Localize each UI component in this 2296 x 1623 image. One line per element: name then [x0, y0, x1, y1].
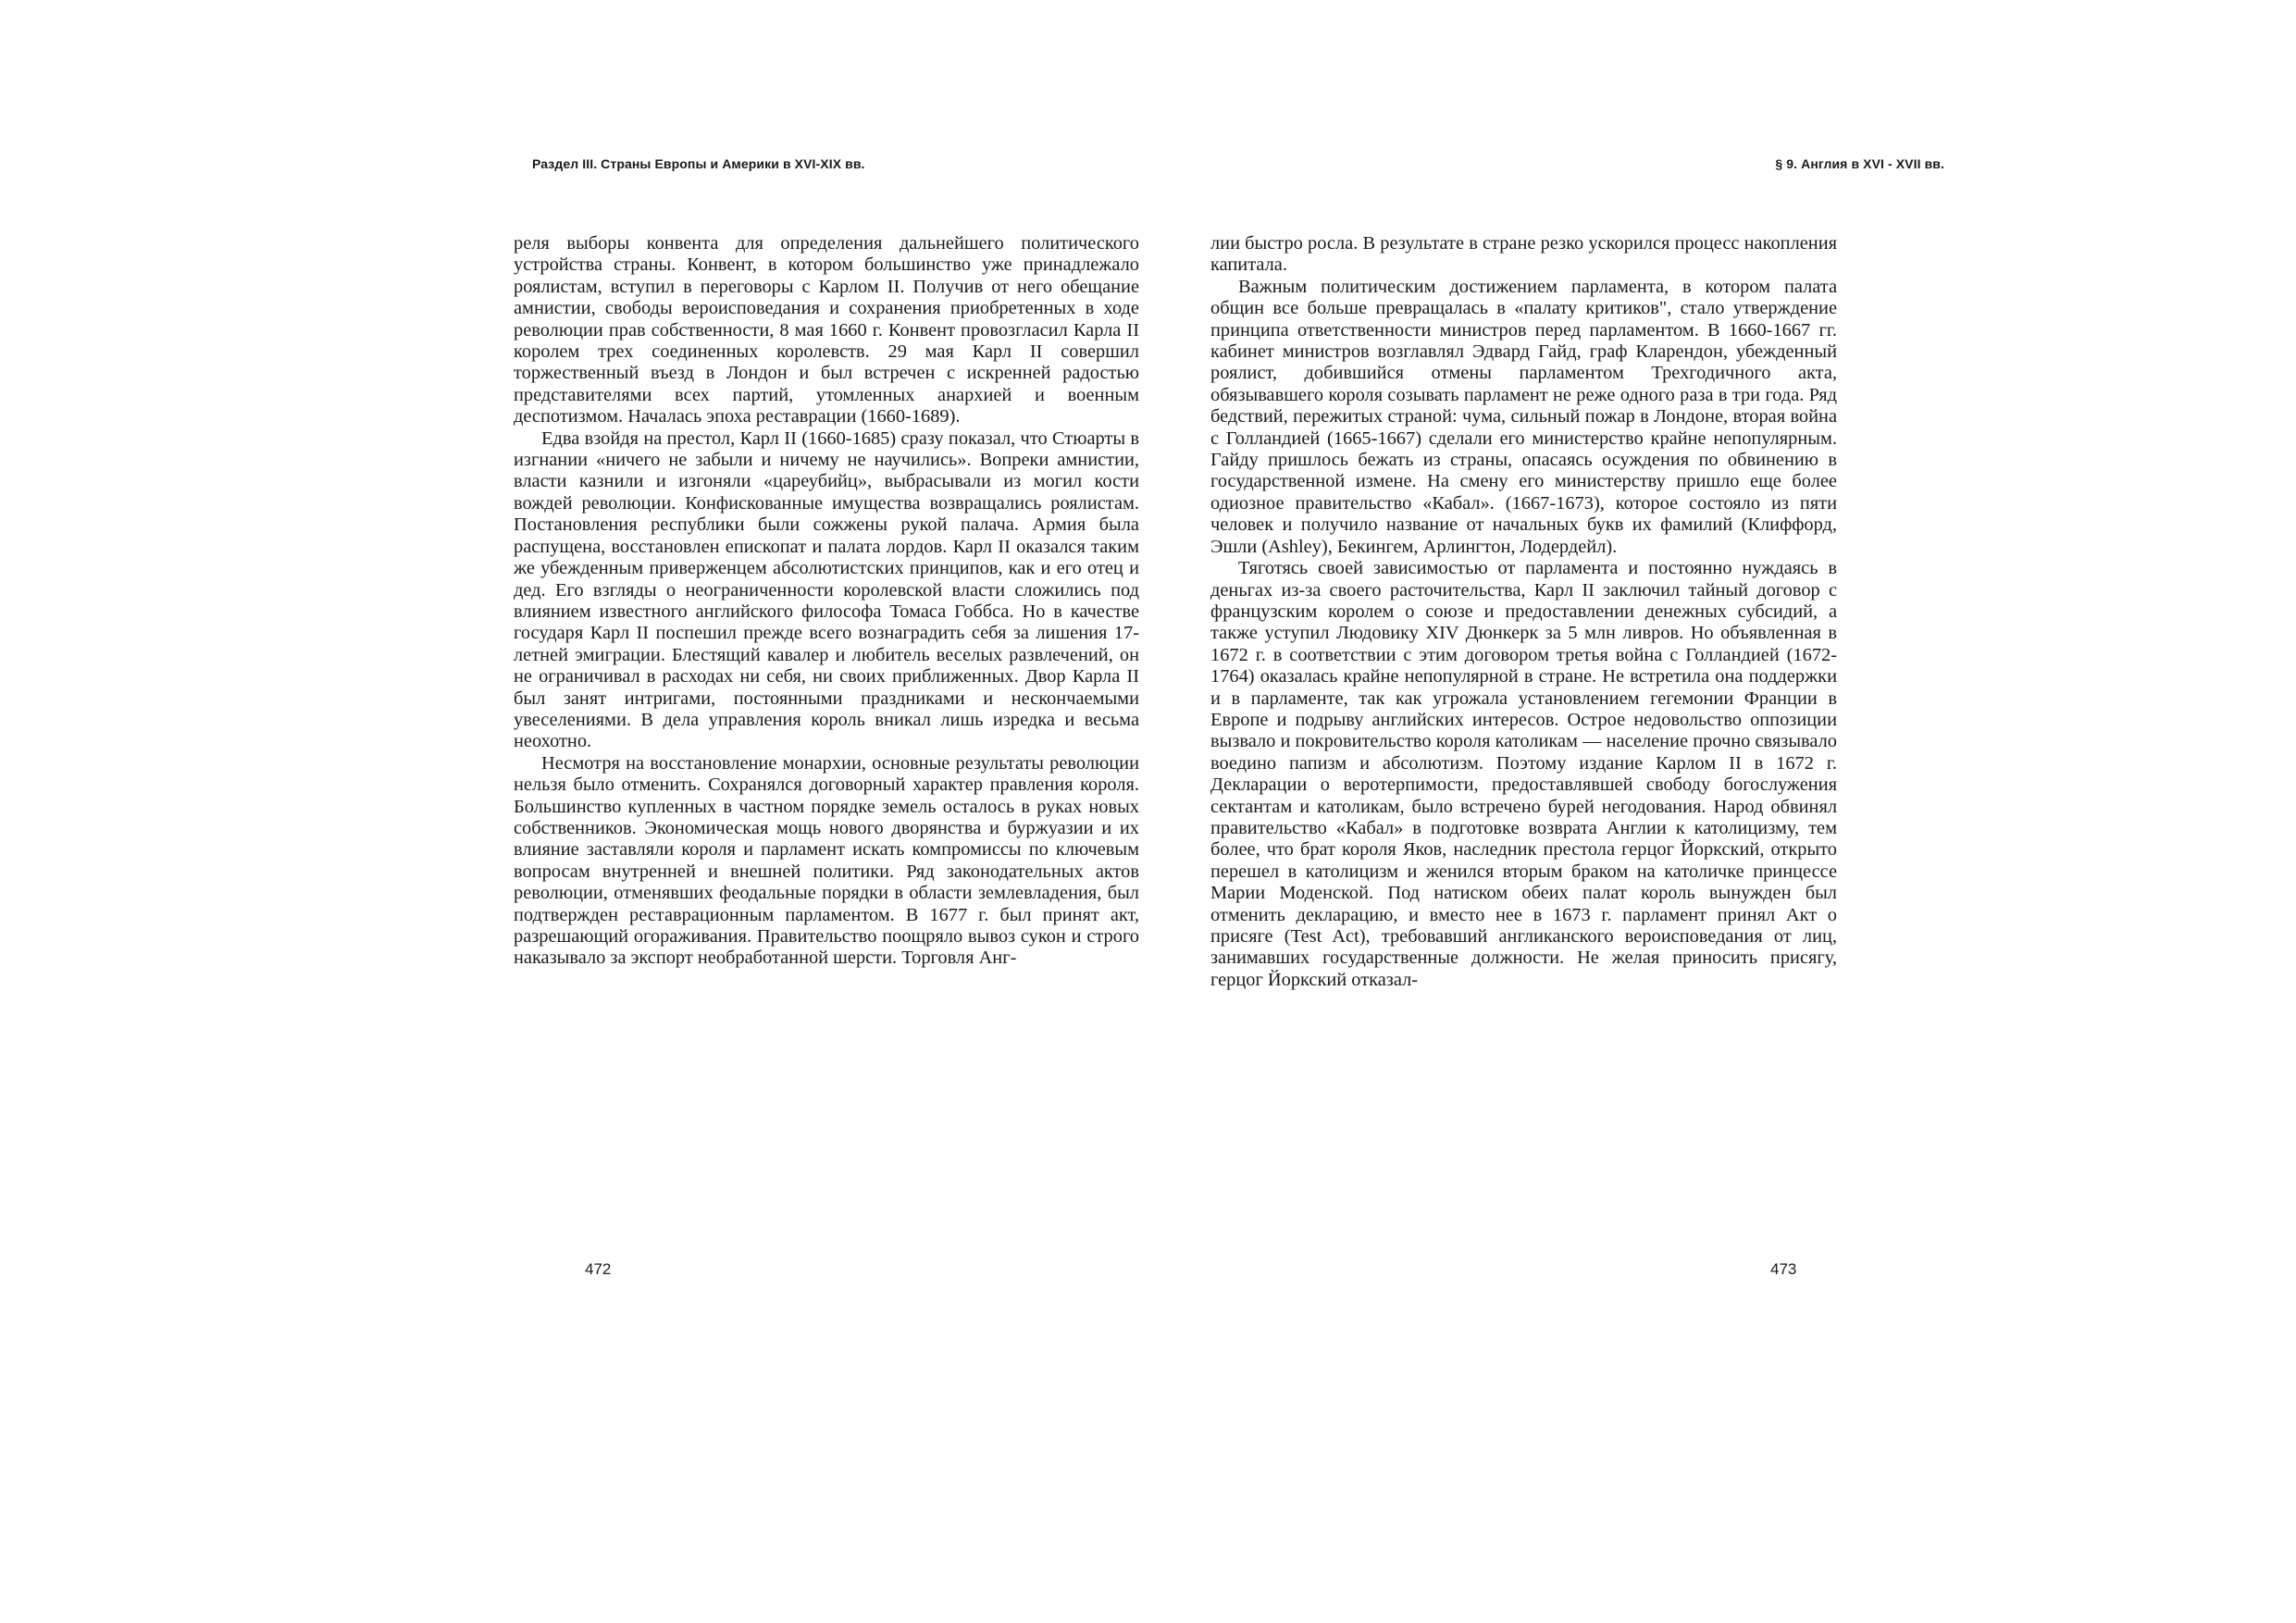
right-paragraph-1: лии быстро росла. В результате в стране резко ускорился процесс накопления капитала. — [1210, 233, 1837, 276]
left-paragraph-2: Едва взойдя на престол, Карл II (1660-1685) сразу показал, что Стюарты в изгнании «ничего не забыли и ничему не научились». Вопреки амнистии, власти казнили и изгоняли «цареубийц», выбрасывали из могил кости вождей революции. Конфискованные имущества возвращались роялистам. Постановления республики были сожжены рукой палача. Армия была распущена, восстановлен епископат и палата лордов. Карл II оказался таким же убежденным приверженцем абсолютистских принципов, как и его отец и дед. Его взгляды о неограниченности королевской власти сложились под влиянием известного английского философа Томаса Гоббса. Но в качестве государя Карл II поспешил прежде всего вознаградить себя за лишения 17-летней эмиграции. Блестящий кавалер и любитель веселых развлечений, он не ограничивал в расходах ни себя, ни своих приближенных. Двор Карла II был занят интригами, постоянными праздниками и нескончаемыми увеселениями. В дела управления король вникал лишь изредка и весьма неохотно. — [514, 427, 1139, 752]
left-body-text — [514, 233, 1139, 970]
right-page-number: 473 — [1770, 1260, 1797, 1278]
right-page — [1148, 0, 2296, 1623]
right-body-text — [1210, 233, 1837, 991]
left-paragraph-3: Несмотря на восстановление монархии, основные результаты революции нельзя было отменить. Сохранялся договорный характер правления короля. Большинство купленных в частном порядке земель осталось в руках новых собственников. Экономическая мощь нового дворянства и буржуазии и их влияние заставляли короля и парламент искать компромиссы по ключевым вопросам внутренней и внешней политики. Ряд законодательных актов революции, отменявших феодальные порядки в области землевладения, был подтвержден реставрационным парламентом. В 1677 г. был принят акт, разрешающий огораживания. Правительство поощряло вывоз сукон и строго наказывало за экспорт необработанной шерсти. Торговля Анг- — [514, 752, 1139, 969]
left-page-number: 472 — [585, 1260, 612, 1278]
right-paragraph-3: Тяготясь своей зависимостью от парламента и постоянно нуждаясь в деньгах из-за своего расточительства, Карл II заключил тайный договор с французским королем о союзе и предоставлении денежных субсидий, а также уступил Людовику XIV Дюнкерк за 5 млн ливров. Но объявленная в 1672 г. в соответствии с этим договором третья война с Голландией (1672-1764) оказалась крайне непопулярной в стране. Не встретила она поддержки и в парламенте, так как угрожала установлением гегемонии Франции в Европе и подрыву английских интересов. Острое недовольство оппозиции вызвало и покровительство короля католикам — население прочно связывало воедино папизм и абсолютизм. Поэтому издание Карлом II в 1672 г. Декларации о веротерпимости, предоставлявшей свободу богослужения сектантам и католикам, было встречено бурей негодования. Народ обвинял правительство «Кабал» в подготовке возврата Англии к католицизму, тем более, что брат короля Яков, наследник престола герцог Йоркский, открыто перешел в католицизм и женился вторым браком на католичке принцессе Марии Моденской. Под натиском обеих палат король вынужден был отменить декларацию, и вместо нее в 1673 г. парламент принял Акт о присяге (Test Act), требовавший англиканского вероисповедания от лиц, занимавших государственные должности. Не желая приносить присягу, герцог Йоркский отказал- — [1210, 558, 1837, 990]
right-paragraph-2: Важным политическим достижением парламента, в котором палата общин все больше превращалась в «палату критиков", стало утверждение принципа ответственности министров перед парламентом. В 1660-1667 гг. кабинет министров возглавлял Эдвард Гайд, граф Кларендон, убежденный роялист, добившийся отмены парламентом Трехгодичного акта, обязывавшего короля созывать парламент не реже одного раза в три года. Ряд бедствий, пережитых страной: чума, сильный пожар в Лондоне, вторая война с Голландией (1665-1667) сделали его министерство крайне непопулярным. Гайду пришлось бежать из страны, опасаясь осуждения по обвинению в государственной измене. На смену его министерству пришло еще более одиозное правительство «Кабал». (1667-1673), которое состояло из пяти человек и получило название от начальных букв их фамилий (Клиффорд, Эшли (Ashley), Бекингем, Арлингтон, Лодердейл). — [1210, 276, 1837, 557]
left-paragraph-1: реля выборы конвента для определения дальнейшего политического устройства страны. Конвент, в котором большинство уже принадлежало роялистам, вступил в переговоры с Карлом II. Получив от него обещание амнистии, свободы вероисповедания и сохранения приобретенных в ходе революции прав собственности, 8 мая 1660 г. Конвент провозгласил Карла II королем трех соединенных королевств. 29 мая Карл II совершил торжественный въезд в Лондон и был встречен с искренней радостью представителями всех партий, утомленных анархией и военным деспотизмом. Началась эпоха реставрации (1660-1689). — [514, 233, 1139, 427]
right-running-header: § 9. Англия в XVI - XVII вв. — [1775, 156, 1944, 171]
left-running-header: Раздел III. Страны Европы и Америки в XVI-XIX вв. — [532, 156, 865, 171]
